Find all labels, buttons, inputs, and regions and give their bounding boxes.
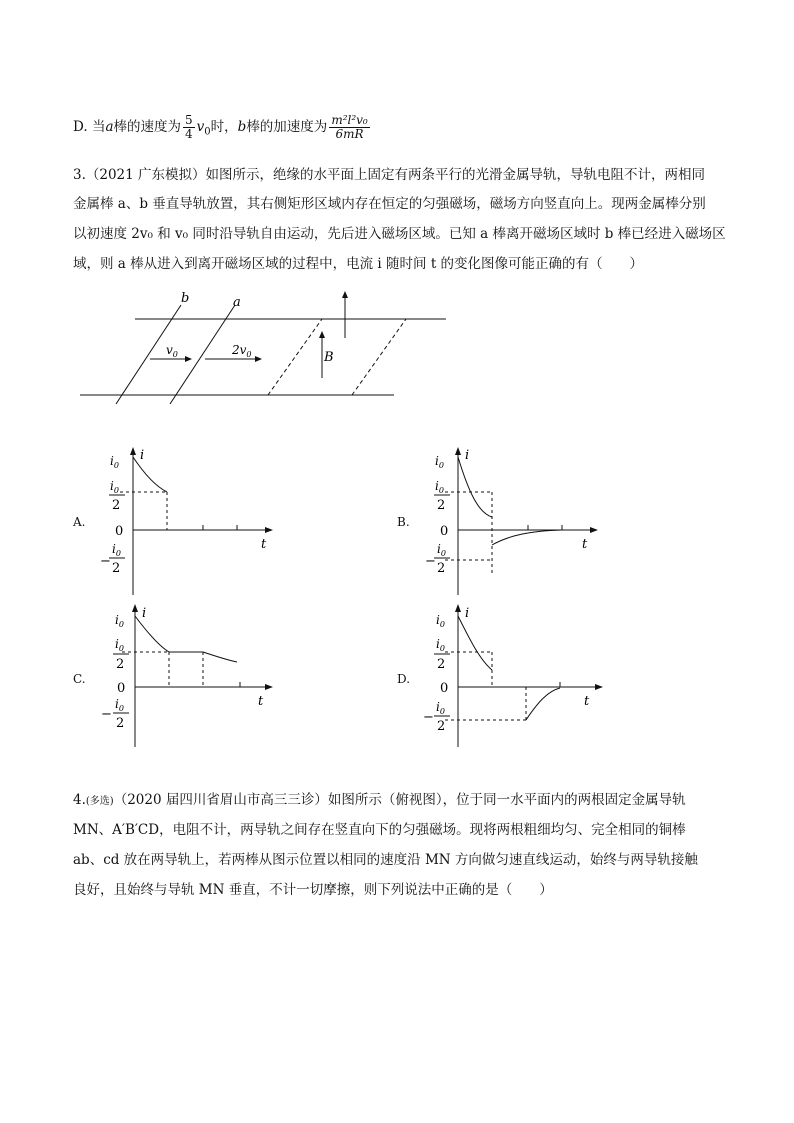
q4-line2: MN、A′B′CD，电阻不计，两导轨之间存在竖直向下的匀强磁场。现将两根粗细均匀、完全相同的铜棒 (73, 822, 686, 838)
q3-line2: 金属棒 a、b 垂直导轨放置，其右侧矩形区域内存在恒定的匀强磁场，磁场方向竖直向上。现两金属棒分别 (73, 196, 706, 212)
svg-text:−: − (100, 554, 111, 569)
svg-text:2: 2 (437, 657, 446, 672)
svg-text:t: t (261, 537, 267, 552)
rails-figure (70, 288, 470, 410)
svg-text:i0: $i_0$ (435, 479, 444, 495)
svg-text:0: 0 (117, 681, 126, 696)
svg-text:2: 2 (437, 719, 446, 734)
graph-d (420, 602, 610, 752)
svg-text:i: i (465, 606, 470, 621)
graph-c (95, 602, 285, 752)
q4-line4: 良好，且始终与导轨 MN 垂直，不计一切摩擦，则下列说法中正确的是（ ） (73, 882, 553, 898)
svg-text:0: 0 (440, 681, 449, 696)
svg-text:i0: $i_0$ (437, 542, 446, 558)
svg-text:t: t (584, 694, 590, 709)
graph-b (420, 445, 610, 600)
q3-line4: 域，则 a 棒从进入到离开磁场区域的过程中，电流 i 随时间 t 的变化图像可能正确的有（ ） (73, 256, 644, 272)
svg-text:0: 0 (440, 524, 449, 539)
fraction-acceleration: $\frac{\text{m²l²v₀}}{6mR}$ (331, 113, 368, 141)
svg-text:2: 2 (112, 498, 121, 513)
label-2v0: $2v_0$ (232, 343, 252, 359)
graph-a (95, 445, 285, 600)
svg-text:i0: $i_0$ (115, 697, 124, 713)
q4-line1: 4.(多选)（2020 届四川省眉山市高三三诊）如图所示（俯视图），位于同一水平面内的两根固定金属导轨 (73, 792, 686, 808)
svg-text:−: − (101, 707, 112, 722)
svg-text:t: t (582, 537, 588, 552)
curve-d-positive (458, 616, 492, 670)
field-boundary-left (268, 319, 322, 395)
curve-b-positive (458, 457, 492, 517)
curve-d-negative (526, 688, 560, 720)
option-b-label: B. (397, 515, 410, 529)
svg-text:−: − (425, 554, 436, 569)
label-a: a (233, 295, 241, 310)
svg-text:i0: $i_0$ (436, 700, 445, 716)
svg-text:i0: $i_0$ (115, 637, 124, 653)
svg-text:t: t (258, 694, 264, 709)
svg-text:0: 0 (115, 524, 124, 539)
field-boundary-right (352, 319, 406, 395)
svg-text:−: − (423, 710, 434, 725)
curve-c-decay (135, 616, 169, 652)
svg-text:2: 2 (116, 716, 125, 731)
q4-line3: ab、cd 放在两导轨上，若两棒从图示位置以相同的速度沿 MN 方向做匀速直线运动，始终与两导轨接触 (73, 852, 698, 868)
q3-line3: 以初速度 2v₀ 和 v₀ 同时沿导轨自由运动，先后进入磁场区域。已知 a 棒离开磁场区域时 b 棒已经进入磁场区 (73, 226, 726, 242)
fraction-5-4: $\frac{5}{4}$ (185, 113, 193, 141)
option-c-label: C. (73, 672, 86, 686)
label-B: B (324, 350, 334, 365)
svg-text:i0: $i_0$ (436, 637, 445, 653)
svg-text:i0: $i_0$ (112, 542, 121, 558)
curve-b-negative (492, 530, 562, 545)
svg-text:i0: $i_0$ (435, 454, 444, 470)
label-v0: $v_0$ (166, 343, 178, 359)
label-b: b (181, 291, 190, 306)
rod-a (170, 305, 235, 404)
svg-text:i: i (142, 606, 147, 621)
curve-c-decay2 (203, 652, 237, 662)
option-d-label: D. (73, 119, 88, 135)
option-d-line: D. 当a棒的速度为 $\frac{5}{4}$ $v_0$时，b棒的加速度为 $\frac{\text{m²l²v₀}}{6mR}$ (73, 113, 368, 141)
svg-text:i0: $i_0$ (436, 613, 445, 629)
multi-select-tag: (多选) (85, 796, 114, 807)
svg-text:i0: $i_0$ (110, 454, 119, 470)
q3-line1: 3.（2021 广东模拟）如图所示，绝缘的水平面上固定有两条平行的光滑金属导轨，导轨电阻不计，两相同 (73, 167, 706, 183)
curve-a (133, 457, 167, 492)
option-d-graph-label: D. (397, 672, 411, 686)
svg-text:2: 2 (437, 561, 446, 576)
svg-text:2: 2 (437, 498, 446, 513)
svg-text:2: 2 (112, 561, 121, 576)
svg-text:i: i (140, 448, 145, 463)
svg-text:i0: $i_0$ (110, 479, 119, 495)
svg-text:2: 2 (116, 657, 125, 672)
option-a-label: A. (73, 515, 86, 529)
svg-text:i: i (465, 448, 470, 463)
svg-text:i0: $i_0$ (115, 613, 124, 629)
